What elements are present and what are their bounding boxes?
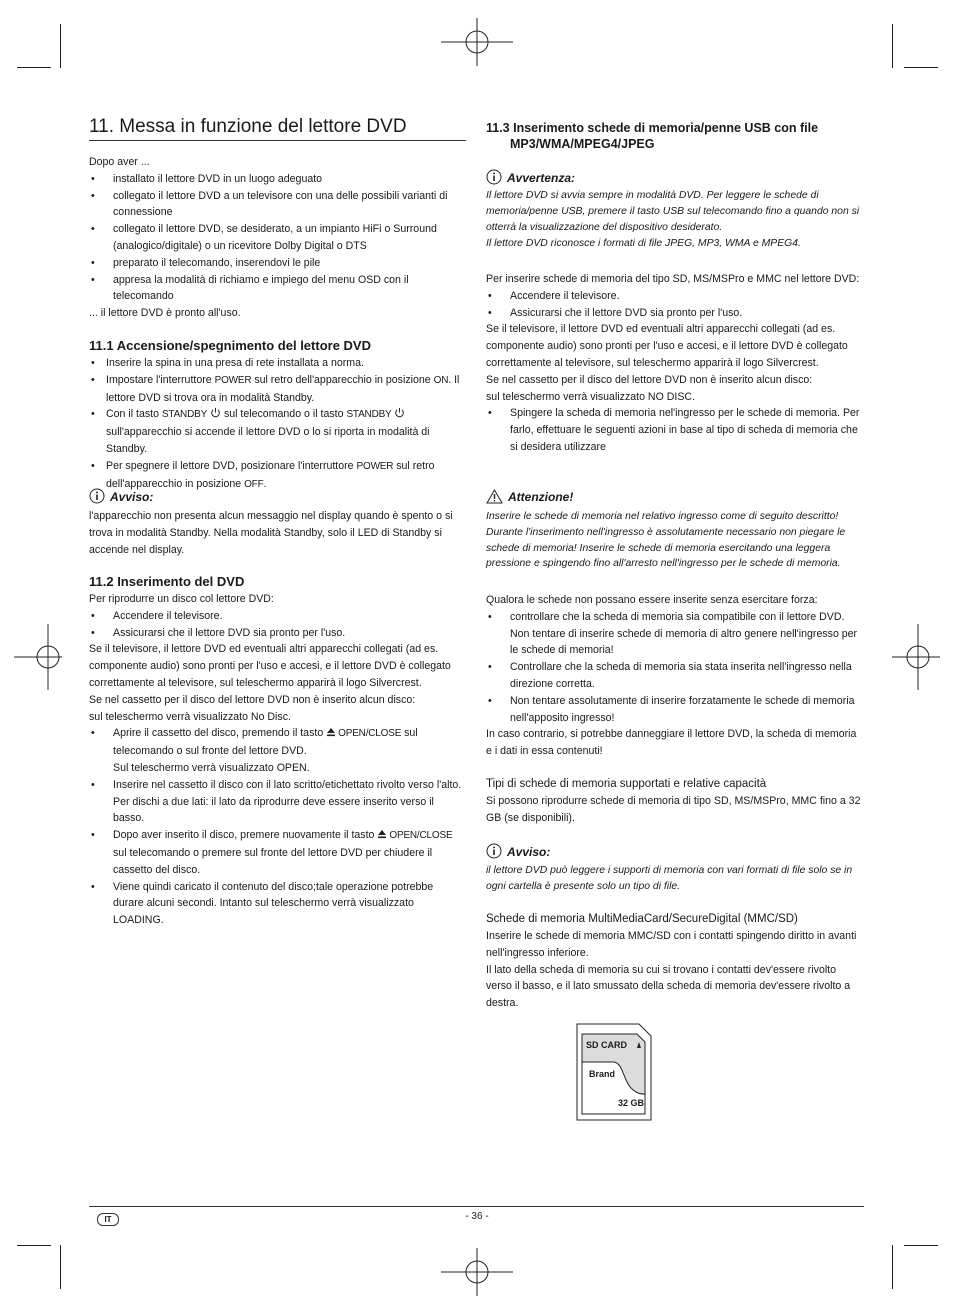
avvertenza-title: Avvertenza: [486, 169, 575, 186]
sd-card-capacity: 32 GB [618, 1098, 645, 1108]
crop-mark [904, 67, 938, 68]
info-icon [486, 169, 502, 185]
attenzione-text: Inserire le schede di memoria nel relativo ingresso come di seguito descritto! Durante l'inserimento nell'ingresso è assolutamente necessario non piegare le schede di memoria! Inserire le schede di memoria esercitando una leggera pressione e spingendo fino all'arresto nell'ingresso per le schede di memoria. [486, 511, 846, 570]
section-11-3-body: Per inserire schede di memoria del tipo SD, MS/MSPro e MMC nel lettore DVD: • Accendere il televisore. • Assicurarsi che il lettore DVD sia pronto per l'uso. Se il televisore, il lettore DVD ed eventuali altri apparecchi collegati (ad es. componente audio) sono pronti per l'uso e accesi, e il lettore DVD è collegato correttamente al televisore, sul teleschermo apparirà il logo Silvercrest. Se nel cassetto per il disco del lettore DVD non è inserito alcun disco: sul teleschermo verrà visualizzato NO DISC. • Spingere la scheda di memoria nel'ingresso per le schede di memoria. Per farlo, effettuare le seguenti azioni in base al tipo di scheda di memoria che si desidera utilizzare [486, 271, 864, 456]
avviso-text: l'apparecchio non presenta alcun messaggio nel display quando è spento o si trova in modalità Standby. Nella modalità Standby, solo il LED di Standby si accende nel display. [89, 510, 453, 556]
crop-mark [904, 1245, 938, 1246]
list-item: • Inserire nel cassetto il disco con il lato scritto/etichettato rivolto verso l'alto. Per dischi a due lati: il lato da riprodurre deve essere inserito verso il basso. [89, 777, 466, 827]
list-item: • installato il lettore DVD in un luogo adeguato [89, 171, 466, 188]
force-warning-section: Qualora le schede non possano essere inserite senza esercitare forza: • controllare che la scheda di memoria sia compatibile con il lettore DVD. Non tentare di inserire schede di memoria di altro genere nell'ingresso per le schede di memoria! • Controllare che la scheda di memoria sia stata inserita nell'ingresso nella direzione corretta. • Non tentare assolutamente di inserire forzatamente le schede di memoria nell'apposito ingresso! In caso contrario, si potrebbe danneggiare il lettore DVD, la scheda di memoria e i dati in essa contenuti! [486, 592, 864, 760]
eject-icon [326, 727, 336, 737]
page-number: - 36 - [465, 1211, 489, 1222]
section-heading-11-1: 11.1 Accensione/spegnimento del lettore DVD [89, 338, 371, 353]
info-icon [89, 488, 105, 504]
attenzione-title: Attenzione! [486, 489, 573, 505]
crop-mark [60, 24, 61, 68]
intro-trail: ... il lettore DVD è pronto all'uso. [89, 307, 241, 320]
avviso2-text: il lettore DVD può leggere i supporti di memoria con vari formati di file solo se in ogni cartella è presente solo un tipo di file. [486, 865, 853, 892]
avviso-title: Avviso: [89, 488, 153, 505]
list-item: • Dopo aver inserito il disco, premere nuovamente il tasto OPEN/CLOSE sul telecomando o premere sul fronte del lettore DVD per chiudere il cassetto del disco. [89, 827, 466, 878]
loading-label: LOADING [113, 914, 161, 927]
intro-section [89, 154, 466, 322]
standby-label: STANDBY [346, 409, 392, 421]
warning-icon [486, 489, 503, 504]
section-heading-11-3: 11.3 Inserimento schede di memoria/penne USB con file MP3/WMA/MPEG4/JPEG [486, 121, 819, 151]
mmc-heading: Schede di memoria MultiMediaCard/SecureDigital (MMC/SD) [486, 913, 798, 925]
list-item: • Accendere il televisore. [89, 608, 466, 625]
section-11-1 [89, 355, 466, 493]
list-item: • collegato il lettore DVD, se desiderato, a un impianto HiFi o Surround (analogico/digitale) o un ricevitore Dolby Digital o DTS [89, 221, 466, 255]
power-label: POWER [356, 460, 394, 472]
list-item: • Spingere la scheda di memoria nel'ingresso per le schede di memoria. Per farlo, effettuare le seguenti azioni in base al tipo di scheda di memoria che si desidera utilizzare [486, 405, 864, 455]
sd-card-label: SD CARD [586, 1040, 628, 1050]
nodisc-label: NO DISC [647, 390, 693, 403]
registration-mark [441, 18, 513, 66]
nodisc-label: No Disc [250, 710, 289, 723]
crop-mark [17, 1245, 51, 1246]
open-label: OPEN [276, 761, 307, 774]
list-item: • Impostare l'interruttore POWER sul retro dell'apparecchio in posizione ON. Il lettore DVD si trova ora in modalità Standby. [89, 372, 466, 407]
tipi-text: Si possono riprodurre schede di memoria di tipo SD, MS/MSPro, MMC fino a 32 GB (se disponibili). [486, 795, 861, 824]
section-heading-11-2: 11.2 Inserimento del DVD [89, 574, 245, 589]
list-item: • Assicurarsi che il lettore DVD sia pronto per l'uso. [89, 625, 466, 642]
list-item: • Controllare che la scheda di memoria sia stata inserita nell'ingresso nella direzione corretta. [486, 659, 864, 693]
openclose-label: OPEN/CLOSE [338, 728, 402, 740]
tipi-heading: Tipi di schede di memoria supportati e relative capacità [486, 778, 767, 790]
list-item: • Assicurarsi che il lettore DVD sia pronto per l'uso. [486, 305, 864, 322]
power-icon [210, 407, 221, 418]
list-item: • appresa la modalità di richiamo e impiego del menu OSD con il telecomando [89, 272, 466, 306]
on-label: ON [433, 374, 449, 386]
avviso2-title: Avviso: [486, 843, 550, 860]
off-label: OFF [244, 478, 264, 490]
power-label: POWER [214, 374, 252, 386]
registration-mark [14, 624, 62, 690]
language-badge: IT [97, 1213, 119, 1226]
crop-mark [17, 67, 51, 68]
list-item: • controllare che la scheda di memoria sia compatibile con il lettore DVD. Non tentare di inserire schede di memoria di altro genere nell'ingresso per le schede di memoria! [486, 609, 864, 659]
list-item: • Non tentare assolutamente di inserire forzatamente le schede di memoria nell'apposito ingresso! [486, 693, 864, 727]
list-item: • Inserire la spina in una presa di rete installata a norma. [89, 355, 466, 372]
list-item: • collegato il lettore DVD a un televisore con una delle possibili varianti di connessione [89, 188, 466, 222]
registration-mark [892, 624, 940, 690]
eject-icon [377, 829, 387, 839]
list-item: • Aprire il cassetto del disco, premendo il tasto OPEN/CLOSE sul telecomando o sul fronte del lettore DVD. Sul teleschermo verrà visualizzato OPEN. [89, 725, 466, 776]
openclose-label: OPEN/CLOSE [389, 830, 453, 842]
crop-mark [60, 1245, 61, 1289]
sd-card-illustration [575, 1022, 653, 1122]
page-title: 11. Messa in funzione del lettore DVD [89, 115, 466, 141]
intro-lead: Dopo aver ... [89, 156, 150, 168]
footer-divider [89, 1206, 864, 1207]
list-item: • Viene quindi caricato il contenuto del disco;tale operazione potrebbe durare alcuni secondi. Intanto sul teleschermo verrà visualizzato LOADING. [89, 879, 466, 929]
mmc-text: Inserire le schede di memoria MMC/SD con i contatti spingendo diritto in avanti nell'ingresso inferiore. Il lato della scheda di memoria su cui si trovano i contatti dev'essere rivolto verso il basso, e il lato smussato della scheda di memoria dev'essere rivolto a destra. [486, 930, 857, 1010]
sd-card-brand: Brand [589, 1069, 616, 1079]
list-item: • preparato il telecomando, inserendovi le pile [89, 255, 466, 272]
registration-mark [441, 1248, 513, 1296]
list-item: • Accendere il televisore. [486, 288, 864, 305]
crop-mark [892, 24, 893, 68]
avvertenza-text: Il lettore DVD si avvia sempre in modalità DVD. Per leggere le schede di memoria/penne USB, premere il tasto USB sul telecomando fino a quando non si otterrà la visualizzazione del dispositivo desiderato. Il lettore DVD riconosce i formati di file JPEG, MP3, WMA e MPEG4. [486, 190, 860, 249]
crop-mark [892, 1245, 893, 1289]
list-item: • Con il tasto STANDBY sul telecomando o il tasto STANDBY sull'apparecchio si accende il lettore DVD o lo si riporta in modalità di Standby. [89, 406, 466, 457]
power-icon [394, 407, 405, 418]
section-11-2: Per riprodurre un disco col lettore DVD: • Accendere il televisore. • Assicurarsi che il lettore DVD sia pronto per l'uso. Se il televisore, il lettore DVD ed eventuali altri apparecchi collegati (ad es. componente audio) sono pronti per l'uso e accesi, e il lettore DVD è collegato correttamente al televisore, sul teleschermo apparirà il logo Silvercrest. Se nel cassetto per il disco del lettore DVD non è inserito alcun disco: sul teleschermo verrà visualizzato No Disc. • Aprire il cassetto del disco, premendo il tasto OPEN/CLOSE sul telecomando o sul fronte del lettore DVD. Sul teleschermo verrà visualizzato OPEN. • Inserire nel cassetto il disco con il lato scritto/etichettato rivolto verso l'alto. Per dischi a due lati: il lato da riprodurre deve essere inserito verso il basso. • Dopo aver inserito il disco, premere nuovamente il tasto OPEN/CLOSE sul telecomando o premere sul fronte del lettore DVD per chiudere il cassetto del disco. • Viene quindi caricato il contenuto del disco;tale operazione potrebbe durare alcuni secondi. Intanto sul teleschermo verrà visualizzato LOADING. [89, 591, 466, 929]
list-item: • Per spegnere il lettore DVD, posizionare l'interruttore POWER sul retro dell'apparecchio in posizione OFF. [89, 458, 466, 494]
info-icon [486, 843, 502, 859]
standby-label: STANDBY [161, 409, 208, 421]
